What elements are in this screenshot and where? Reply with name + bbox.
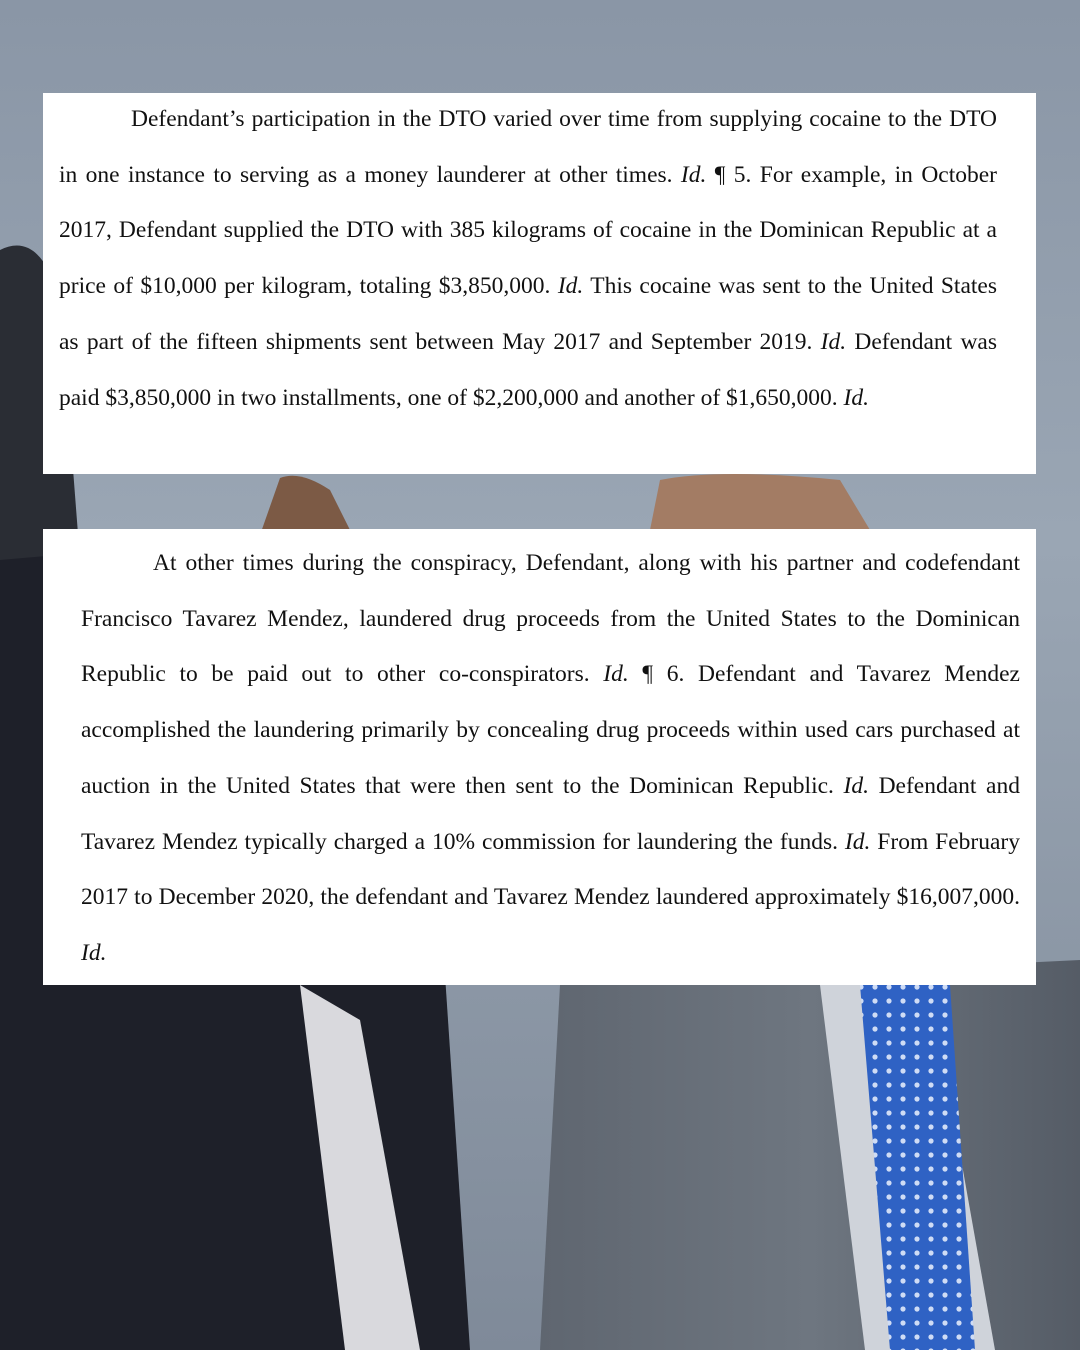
text-segment: Defendant and Tavarez Mendez typically charged a 10% commission for laundering the funds.: [81, 772, 1020, 855]
text-segment: ¶ 5. For example, in October 2017, Defendant supplied the DTO with 385 kilograms of cocaine in the Dominican Republic at a price of $10,000 per kilogram, totaling $3,850,000.: [59, 161, 997, 300]
excerpt-paragraph-1: [43, 93, 1036, 474]
excerpt-paragraph-2: [43, 529, 1036, 985]
paragraph-text: [81, 536, 1020, 982]
citation-id: Id.: [603, 661, 629, 688]
citation-id: Id.: [844, 828, 871, 855]
citation-id: Id.: [81, 939, 107, 966]
paragraph-text: [59, 92, 997, 426]
text-segment: ¶ 6. Defendant and Tavarez Mendez accomplished the laundering primarily by concealing drug proceeds within used cars purchased at auction in the United States that were then sent to the Dominican Republic.: [81, 661, 1020, 799]
text-segment: Defendant’s participation in the DTO varied over time from supplying cocaine to the DTO in one instance to serving as a money launderer at other times.: [59, 106, 997, 188]
citation-id: Id.: [557, 273, 584, 300]
text-segment: From February 2017 to December 2020, the defendant and Tavarez Mendez laundered approximately $16,007,000.: [81, 828, 1020, 911]
text-segment: This cocaine was sent to the United States as part of the fifteen shipments sent between May 2017 and September 2019.: [59, 273, 997, 355]
citation-id: Id.: [680, 161, 707, 188]
citation-id: Id.: [843, 384, 869, 411]
text-segment: At other times during the conspiracy, Defendant, along with his partner and codefendant Francisco Tavarez Mendez, laundered drug proceeds from the United States to the Dominican Republic to be paid out to other co-conspirators.: [81, 550, 1020, 688]
text-segment: Defendant was paid $3,850,000 in two installments, one of $2,200,000 and another of $1,650,000.: [59, 328, 998, 411]
citation-id: Id.: [820, 328, 847, 355]
citation-id: Id.: [843, 772, 869, 799]
